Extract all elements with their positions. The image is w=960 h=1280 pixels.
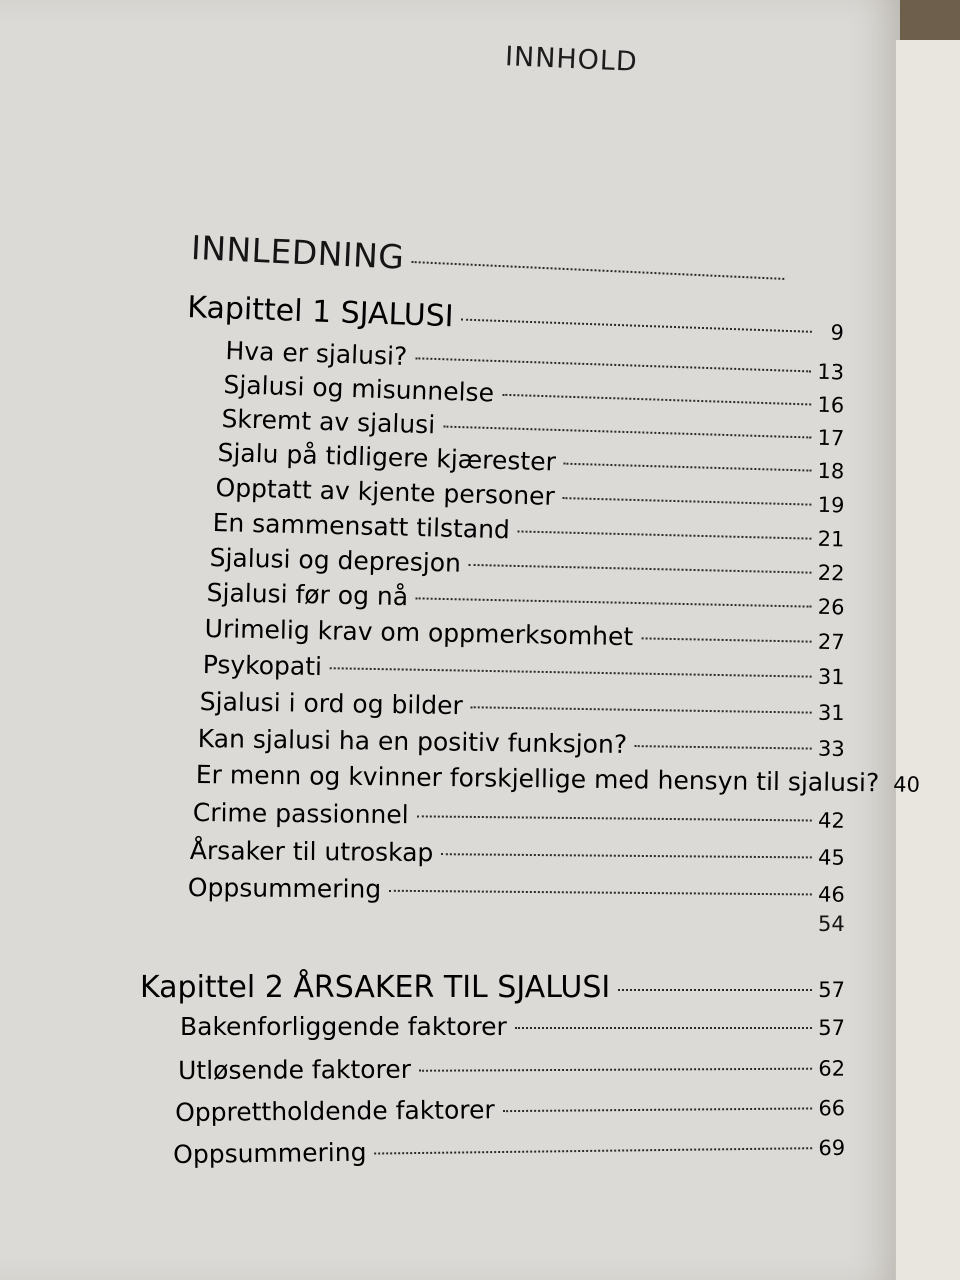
toc-page-number: 66: [818, 1096, 846, 1121]
toc-page-number: 21: [817, 526, 845, 552]
toc-leader: [635, 745, 812, 749]
toc-entry-title: Psykopati: [202, 650, 323, 682]
toc-page-number: 27: [817, 629, 845, 655]
toc-entry-title: Kan sjalusi ha en positiv funksjon?: [197, 724, 628, 759]
toc-leader: [416, 597, 812, 607]
toc-page-number: 57: [818, 978, 845, 1002]
running-head: INNHOLD: [504, 41, 639, 78]
toc-leader: [330, 667, 812, 677]
toc-section-row: [178, 1053, 845, 1085]
toc-entry-title: Sjalusi og misunnelse: [223, 370, 495, 408]
toc-section-row: [175, 1092, 845, 1127]
toc-entry-title: Oppsummering: [173, 1137, 367, 1169]
toc-entry-title: Sjalusi før og nå: [206, 578, 409, 612]
toc-entry-title: Opptatt av kjente personer: [215, 473, 556, 511]
toc-entry-title: En sammensatt tilstand: [212, 508, 511, 545]
toc-entry-title: Årsaker til utroskap: [189, 836, 434, 868]
toc-entry-title: Sjalusi og depresjon: [209, 543, 462, 578]
toc-entry-title: Skremt av sjalusi: [221, 404, 436, 440]
toc-leader: [374, 1147, 812, 1154]
toc-page-number: 18: [817, 458, 845, 484]
toc-page-number: 54: [818, 912, 845, 936]
toc-section-row: [188, 873, 845, 908]
toc-page-number: 16: [817, 392, 845, 418]
toc-page-number: 13: [817, 359, 845, 385]
toc-leader: [441, 853, 812, 858]
toc-leader: [415, 357, 811, 372]
toc-entry-title: Hva er sjalusi?: [225, 336, 408, 372]
toc-page-number: 45: [817, 845, 845, 870]
toc-leader: [503, 1107, 813, 1112]
toc-entry-title: Sjalu på tidligere kjærester: [217, 438, 557, 477]
toc-section-row: [180, 1012, 845, 1041]
toc-page-number: 22: [817, 560, 845, 586]
toc-entry-title: Urimelig krav om oppmerksomhet: [204, 614, 634, 652]
toc-leader: [518, 530, 812, 539]
toc-page-number: 19: [817, 492, 845, 518]
toc-leader: [419, 1068, 812, 1072]
toc-page-number: 40: [893, 772, 921, 797]
toc-chapter-2: [140, 970, 845, 1005]
toc-leader: [469, 564, 812, 574]
toc-page-number: 57: [818, 1016, 845, 1040]
toc-leader: [563, 497, 812, 506]
toc-leader: [618, 989, 812, 991]
toc-entry-title: Oppsummering: [187, 873, 382, 904]
next-page-edge: [895, 40, 960, 1280]
toc-page-number: 46: [817, 882, 845, 907]
toc-leader: [502, 394, 812, 406]
toc-section-row: [190, 836, 845, 871]
toc-page-number: 33: [817, 736, 845, 762]
toc-leader: [443, 426, 811, 439]
toc-page-number: 69: [818, 1135, 846, 1161]
toc-leader: [417, 815, 812, 821]
toc-page-number: 31: [817, 700, 845, 726]
toc-leader: [461, 319, 812, 333]
toc-page-number: 42: [817, 808, 845, 833]
toc-leader: [471, 706, 812, 713]
toc-intro-title: INNLEDNING: [190, 228, 406, 277]
toc-entry-title: Er menn og kvinner forskjellige med hensyn til sjalusi?: [195, 760, 880, 798]
toc-leader: [641, 637, 812, 642]
toc-entry-title: Crime passionnel: [192, 798, 409, 830]
toc-leader: [412, 261, 784, 280]
toc-page-number: 62: [818, 1056, 846, 1081]
toc-leader: [515, 1027, 812, 1029]
toc-page-number: 17: [817, 425, 845, 451]
toc-page-number: 9: [830, 320, 845, 345]
toc-entry-title: Opprettholdende faktorer: [175, 1095, 495, 1127]
toc-page-number: 26: [817, 594, 845, 620]
toc-leader: [564, 463, 812, 472]
toc-entry-title: Kapittel 1 SJALUSI: [186, 290, 455, 335]
toc-entry-title: Kapittel 2 ÅRSAKER TIL SJALUSI: [140, 970, 611, 1005]
toc-entry-title: Sjalusi i ord og bilder: [199, 687, 464, 721]
toc-page-number: 31: [817, 664, 845, 690]
toc-entry-title: Bakenforliggende faktorer: [180, 1012, 507, 1041]
toc-leader: [389, 890, 812, 896]
toc-entry-title: Utløsende faktorer: [178, 1054, 412, 1085]
